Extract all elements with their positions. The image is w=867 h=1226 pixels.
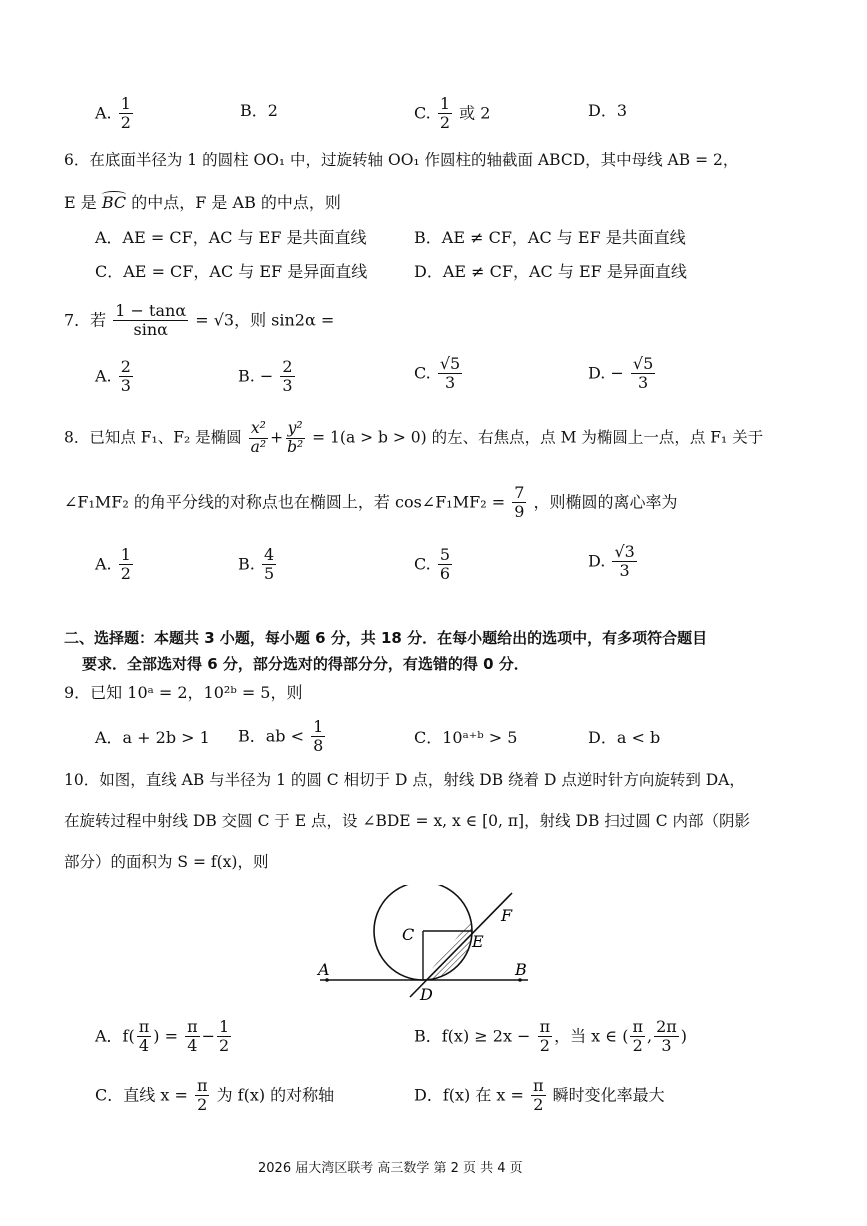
q9-option-d: D．a < b: [588, 728, 661, 747]
q5-optC-fraction: $\frac{1}{2}$: [439, 94, 451, 133]
shaded-region: [423, 915, 500, 980]
q7-stem: 7．若 $\frac{1 - \tan\alpha}{\sin\alpha}$ = √3，则 sin2α =: [64, 301, 335, 340]
q7-fraction: $\frac{1 - \tan\alpha}{\sin\alpha}$: [115, 301, 187, 340]
q9-option-a: A．a + 2b > 1: [95, 728, 210, 747]
q9-option-c: C．10ᵃ⁺ᵇ > 5: [414, 728, 518, 747]
section2-heading-line1: 二、选择题：本题共 3 小题，每小题 6 分，共 18 分．在每小题给出的选项中，有多项符合题目: [64, 629, 708, 647]
label-c: C: [402, 925, 415, 944]
q8-stem-line1: 8．已知点 F₁、F₂ 是椭圆 $\frac{\text{x²}}{\text{a²}}$ + $\frac{\text{y²}}{\text{b²}}$ = 1(a > b > 0) 的左、右焦点，点 M 为椭圆上一点，点 F₁ 关于: [64, 419, 764, 456]
q10-option-a: A．f( $\frac{\pi}{4}$ ) = $\frac{\pi}{4}$ − $\frac{1}{2}$: [95, 1017, 230, 1056]
q9-option-b: B．ab < $\frac{1}{8}$: [238, 717, 324, 756]
q8-stem-line2: ∠F₁MF₂ 的角平分线的对称点也在椭圆上，若 cos∠F₁MF₂ = $\frac{7}{9}$ ，则椭圆的离心率为: [64, 483, 678, 522]
q8-option-a: A. $\frac{1}{2}$: [95, 545, 131, 584]
q10-option-b: B．f(x) ≥ 2x − $\frac{\pi}{2}$ ，当 x ∈ ( $\frac{\pi}{2}$ , $\frac{2\pi}{3}$ ): [414, 1017, 688, 1056]
q6-option-a: A．AE = CF，AC 与 EF 是共面直线: [95, 228, 367, 247]
label-d: D: [420, 985, 433, 1004]
q10-option-c: C．直线 x = $\frac{\pi}{2}$ 为 f(x) 的对称轴: [95, 1076, 335, 1115]
q6-stem-line1: 6．在底面半径为 1 的圆柱 OO₁ 中，过旋转轴 OO₁ 作圆柱的轴截面 ABCD，其中母线 AB = 2，: [64, 151, 739, 169]
q7-option-c: C. $\frac{√5}{3}$: [414, 354, 461, 393]
q5-optA-fraction: $\frac{1}{2}$: [120, 94, 131, 133]
ray-df: [410, 893, 512, 997]
q5-option-d: D．3: [588, 101, 628, 120]
q8-option-c: C. $\frac{5}{6}$: [414, 545, 451, 584]
label-a: A: [318, 960, 330, 979]
q10-stem-line2: 在旋转过程中射线 DB 交圆 C 于 E 点，设 ∠BDE = x, x ∈ [0, π]，射线 DB 扫过圆 C 内部（阴影: [64, 812, 750, 830]
q10-stem-line1: 10．如图，直线 AB 与半径为 1 的圆 C 相切于 D 点，射线 DB 绕着 D 点逆时针方向旋转到 DA，: [64, 771, 745, 789]
q5-option-a: A. $\frac{1}{2}$: [95, 94, 131, 133]
q10-stem-line3: 部分）的面积为 S = f(x)，则: [64, 853, 269, 871]
q10-option-d: D．f(x) 在 x = $\frac{\pi}{2}$ 瞬时变化率最大: [414, 1076, 665, 1115]
section2-heading-line2: 要求．全部选对得 6 分，部分选对的得部分分，有选错的得 0 分．: [82, 655, 529, 673]
q8-option-d: D. $\frac{√3}{3}$: [588, 542, 635, 581]
q8-option-b: B. $\frac{4}{5}$: [238, 545, 275, 584]
label-e: E: [472, 932, 484, 951]
q5-option-b: B．2: [240, 101, 278, 120]
q6-arc-bc: BC: [101, 193, 127, 212]
q9-stem: 9．已知 10ᵃ = 2，10²ᵇ = 5，则: [64, 683, 303, 702]
q5-option-c: C. $\frac{1}{2}$ 或 2: [414, 94, 491, 133]
q7-option-a: A. $\frac{2}{3}$: [95, 357, 131, 396]
label-f: F: [501, 906, 513, 925]
label-b: B: [515, 960, 527, 979]
q6-option-d: D．AE ≠ CF，AC 与 EF 是异面直线: [414, 262, 687, 281]
page-footer: 2026 届大湾区联考 高三数学 第 2 页 共 4 页: [258, 1161, 523, 1176]
q6-stem-line2: E 是 BC 的中点，F 是 AB 的中点，则: [64, 193, 341, 212]
q6-option-c: C．AE = CF，AC 与 EF 是异面直线: [95, 262, 368, 281]
q7-option-b: B. − $\frac{2}{3}$: [238, 357, 293, 396]
q10-figure: [300, 885, 560, 1010]
q7-option-d: D. − $\frac{√5}{3}$: [588, 354, 654, 393]
q6-option-b: B．AE ≠ CF，AC 与 EF 是共面直线: [414, 228, 686, 247]
